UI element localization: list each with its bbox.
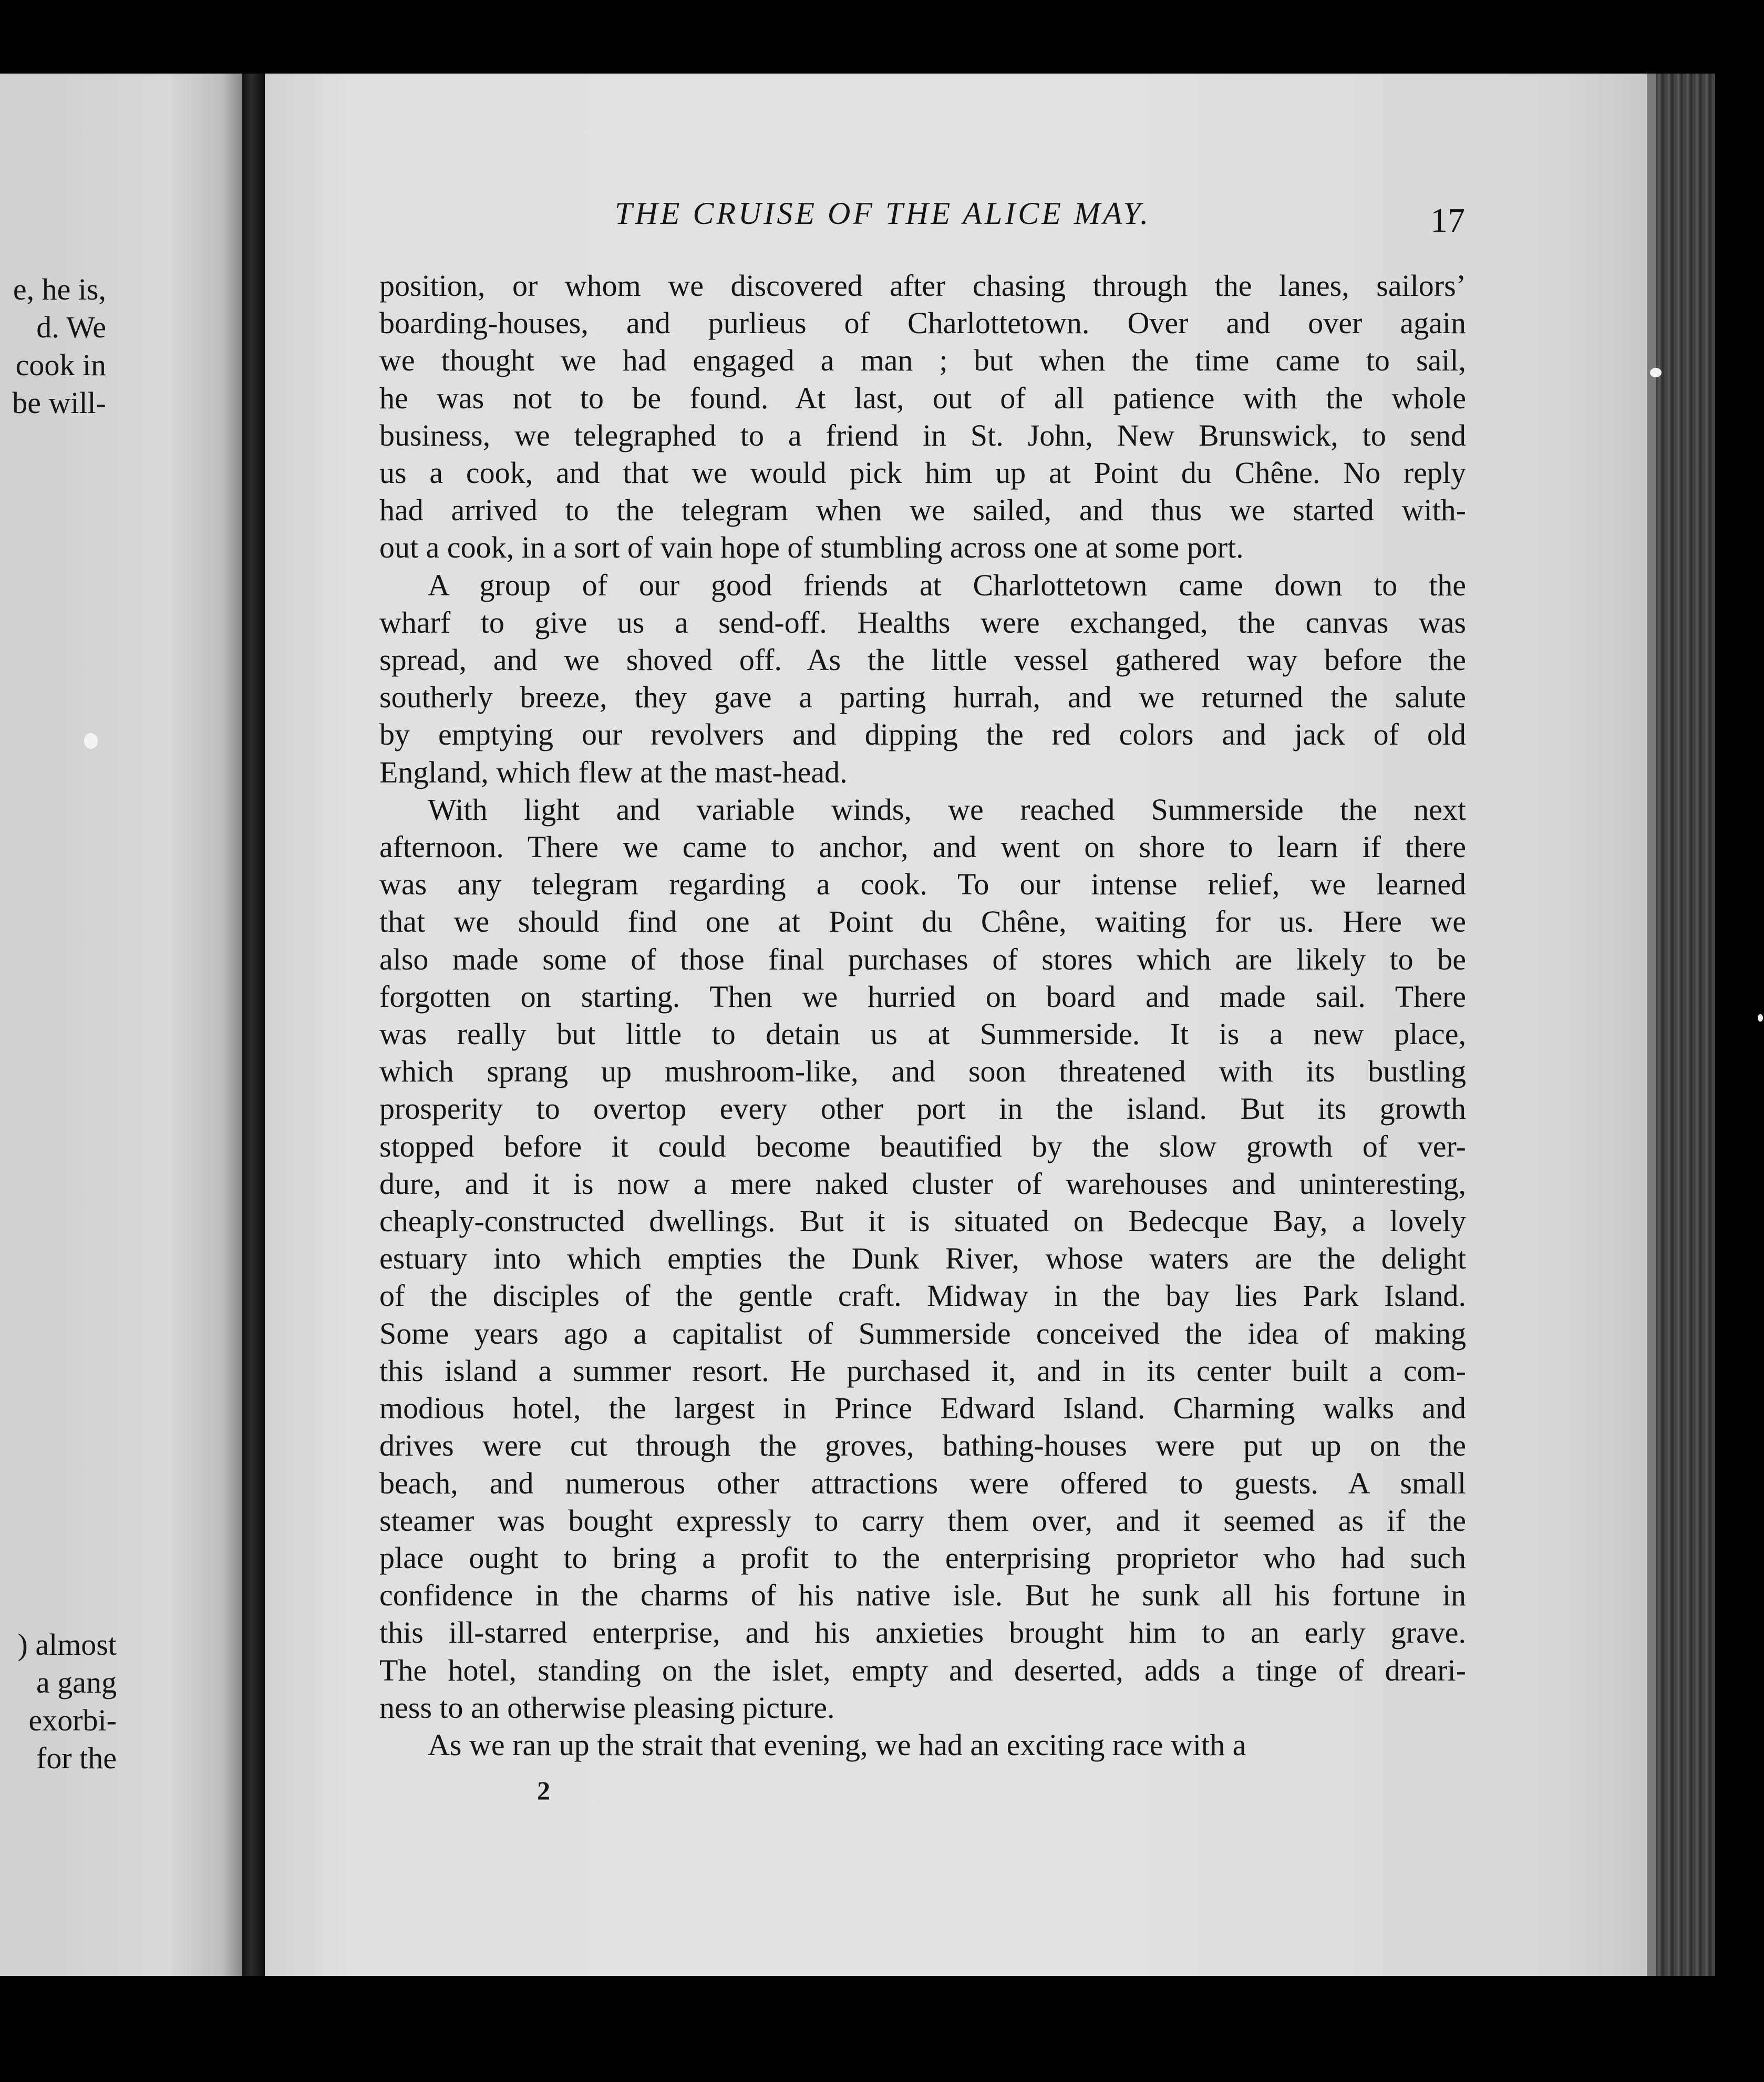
- text-line: had arrived to the telegram when we sailed, and thus we started with-: [379, 493, 1466, 528]
- paragraph: [379, 267, 1466, 566]
- text-line: cheaply-constructed dwellings. But it is situated on Bedecque Bay, a lovely: [379, 1204, 1466, 1239]
- text-line: confidence in the charms of his native isle. But he sunk all his fortune in: [379, 1578, 1466, 1613]
- text-line: spread, and we shoved off. As the little vessel gathered way before the: [379, 643, 1466, 677]
- text-line: us a cook, and that we would pick him up at Point du Chêne. No reply: [379, 456, 1466, 490]
- text-line: was any telegram regarding a cook. To our intense relief, we learned: [379, 867, 1466, 902]
- text-line: beach, and numerous other attractions were offered to guests. A small: [379, 1466, 1466, 1500]
- text-line: this ill-starred enterprise, and his anxieties brought him to an early grave.: [379, 1615, 1466, 1650]
- text-line: by emptying our revolvers and dipping the red colors and jack of old: [379, 717, 1466, 752]
- scan-speck: [1758, 1014, 1763, 1022]
- left-page-line: for the: [36, 1741, 117, 1775]
- text-line: A group of our good friends at Charlottetown came down to the: [428, 568, 1466, 602]
- left-page-line: be will-: [12, 386, 106, 420]
- left-page-line: d. We: [36, 310, 106, 344]
- text-line: prosperity to overtop every other port in the island. But its growth: [379, 1091, 1466, 1126]
- left-page-line: cook in: [15, 348, 106, 382]
- text-line: position, or whom we discovered after chasing through the lanes, sailors’: [379, 269, 1466, 303]
- text-line: wharf to give us a send-off. Healths were exchanged, the canvas was: [379, 605, 1466, 640]
- body-text: [379, 267, 1466, 1764]
- text-line: this island a summer resort. He purchased it, and in its center built a com-: [379, 1353, 1466, 1388]
- paragraph: [379, 791, 1466, 1726]
- text-line: dure, and it is now a mere naked cluster of warehouses and uninteresting,: [379, 1166, 1466, 1201]
- text-line: southerly breeze, they gave a parting hurrah, and we returned the salute: [379, 680, 1466, 715]
- text-line: place ought to bring a profit to the enterprising proprietor who had such: [379, 1540, 1466, 1575]
- text-line: estuary into which empties the Dunk River, whose waters are the delight: [379, 1241, 1466, 1276]
- text-line: he was not to be found. At last, out of all patience with the whole: [379, 380, 1466, 415]
- text-line: boarding-houses, and purlieus of Charlottetown. Over and over again: [379, 306, 1466, 341]
- paragraph: [379, 566, 1466, 791]
- left-page-line: exorbi-: [28, 1703, 117, 1737]
- text-line: England, which flew at the mast-head.: [379, 755, 848, 789]
- text-line: that we should find one at Point du Chêne, waiting for us. Here we: [379, 904, 1466, 939]
- left-page-line: ) almost: [17, 1627, 117, 1662]
- scan-speck: [84, 733, 98, 749]
- page-number: 17: [1430, 201, 1465, 240]
- page-edge-shadow: [1647, 74, 1656, 1976]
- text-line: stopped before it could become beautified by the slow growth of ver-: [379, 1129, 1466, 1163]
- page-stack-edge: [1647, 74, 1715, 1976]
- paragraph: [379, 1726, 1466, 1764]
- text-line: drives were cut through the groves, bathing-houses were put up on the: [379, 1428, 1466, 1463]
- left-page-line: a gang: [36, 1665, 117, 1699]
- left-facing-page: [0, 74, 242, 1976]
- text-line: of the disciples of the gentle craft. Midway in the bay lies Park Island.: [379, 1279, 1466, 1313]
- text-line: we thought we had engaged a man ; but when the time came to sail,: [379, 343, 1466, 378]
- text-line: The hotel, standing on the islet, empty and deserted, adds a tinge of dreari-: [379, 1653, 1466, 1687]
- scan-speck: [1650, 368, 1662, 377]
- text-line: afternoon. There we came to anchor, and went on shore to learn if there: [379, 830, 1466, 864]
- text-line: which sprang up mushroom-like, and soon threatened with its bustling: [379, 1054, 1466, 1089]
- book-spine-gutter: [242, 74, 265, 1976]
- text-line: modious hotel, the largest in Prince Edward Island. Charming walks and: [379, 1391, 1466, 1426]
- text-line: forgotten on starting. Then we hurried on board and made sail. There: [379, 979, 1466, 1014]
- text-line: With light and variable winds, we reached Summerside the next: [428, 792, 1466, 827]
- signature-mark: 2: [537, 1776, 550, 1805]
- text-line: out a cook, in a sort of vain hope of stumbling across one at some port.: [379, 530, 1244, 565]
- running-head: THE CRUISE OF THE ALICE MAY.: [615, 196, 1151, 231]
- text-line: steamer was bought expressly to carry them over, and it seemed as if the: [379, 1503, 1466, 1538]
- text-line: As we ran up the strait that evening, we had an exciting race with a: [428, 1727, 1246, 1762]
- left-page-line: e, he is,: [13, 272, 106, 306]
- text-line: ness to an otherwise pleasing picture.: [379, 1690, 835, 1725]
- text-line: Some years ago a capitalist of Summerside conceived the idea of making: [379, 1316, 1466, 1351]
- text-line: also made some of those final purchases of stores which are likely to be: [379, 942, 1466, 976]
- text-line: was really but little to detain us at Summerside. It is a new place,: [379, 1017, 1466, 1052]
- text-line: business, we telegraphed to a friend in St. John, New Brunswick, to send: [379, 418, 1466, 452]
